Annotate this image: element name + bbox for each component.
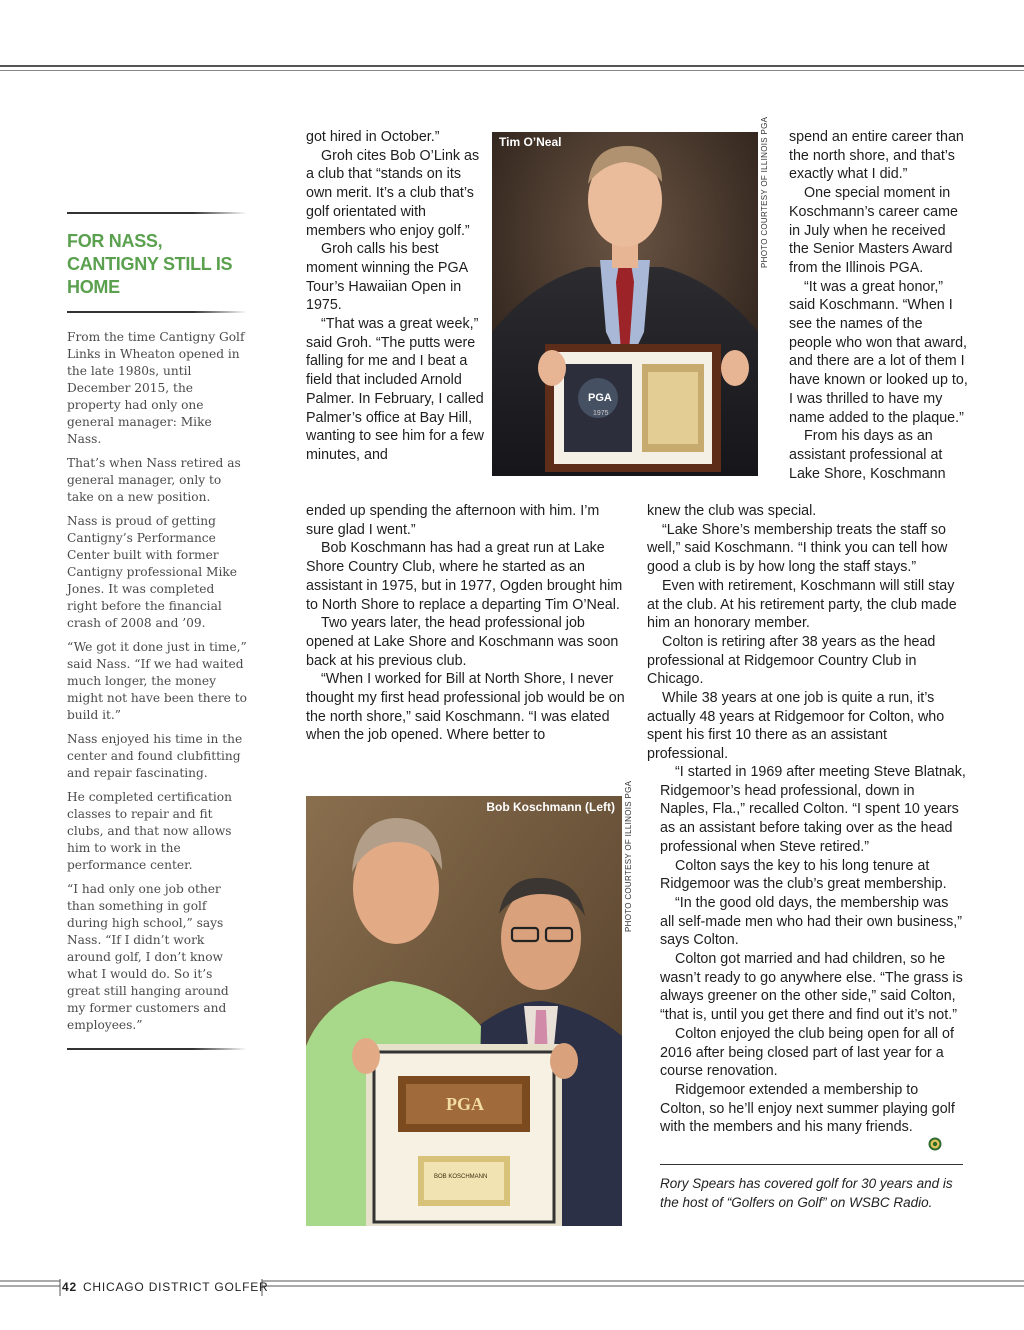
photo-caption: Tim O’Neal <box>499 135 562 149</box>
page-folio <box>62 1280 268 1294</box>
article-paragraph: Even with retirement, Koschmann will still stay at the club. At his retirement party, the club made him an honorary member. <box>647 577 957 632</box>
article-paragraph: Colton got married and had children, so he wasn’t ready to go anywhere else. “The grass is always greener on the other side,” said Colton, “that is, until you get there and find out it’s not.” <box>660 951 963 1024</box>
article-paragraph: Groh calls his best moment winning the PGA Tour’s Hawaiian Open in 1975. <box>306 241 468 314</box>
article-paragraph: Ridgemoor extended a membership to Colton, so he’ll enjoy next summer playing golf with the members and his many friends. <box>660 1081 955 1136</box>
article-paragraph: Bob Koschmann has had a great run at Lake Shore Country Club, where he started as an assistant in 1975, but in 1977, Ogden brought him to North Shore to replace a departing Tim O’Neal. <box>306 540 623 613</box>
header-rule-top <box>0 65 1024 67</box>
sidebar-paragraph: “I had only one job other than something in golf during high school,” says Nass. “If I didn’t work around golf, I don’t know what I would do. So it’s great still hanging around my former customers and employees.” <box>67 882 229 1032</box>
cdga-end-mark-icon <box>928 1137 942 1151</box>
sidebar-title: FOR NASS, CANTIGNY STILL IS HOME <box>67 231 233 297</box>
article-paragraph: “That was a great week,” said Groh. “The putts were falling for me and I beat a field that included Arnold Palmer. In February, I called Palmer’s office at Bay Hill, wanting to see him for a few minutes, and <box>306 316 485 463</box>
article-paragraph: Colton enjoyed the club being open for all of 2016 after being closed part of last year for a course renovation. <box>660 1025 954 1080</box>
article-paragraph: While 38 years at one job is quite a run, it’s actually 48 years at Ridgemoor for Colton, who spent his first 10 there as an assistant professional. <box>647 690 945 763</box>
article-column-right-mid <box>647 502 969 764</box>
sidebar-paragraph: “We got it done just in time,” said Nass. “If we had waited much longer, the money might not have been there to build it.” <box>67 640 247 722</box>
author-bio: Rory Spears has covered golf for 30 years and is the host of “Golfers on Golf” on WSBC Radio. <box>660 1176 953 1210</box>
sidebar-paragraph: Nass is proud of getting Cantigny’s Performance Center built with former Cantigny professional Mike Jones. It was completed right before the financial crash of 2008 and ’09. <box>67 514 237 630</box>
article-column-middle-top <box>306 128 484 465</box>
plaque-year-text: 1975 <box>593 410 609 417</box>
header-rule-bottom <box>0 70 1024 71</box>
article-paragraph: One special moment in Koschmann’s career came in July when he received the Senior Masters Award from the Illinois PGA. <box>789 185 958 276</box>
photo-tim-oneal <box>492 132 758 476</box>
article-paragraph: Groh cites Bob O’Link as a club that “stands on its own merit. It’s a club that’s golf orientated with members who enjoy golf.” <box>306 147 480 239</box>
article-paragraph: ended up spending the afternoon with him. I’m sure glad I went.” <box>306 503 600 538</box>
article-paragraph: got hired in October.” <box>306 129 440 145</box>
article-paragraph: spend an entire career than the north shore, and that’s exactly what I did.” <box>789 129 964 183</box>
photo-tim-oneal-image <box>492 132 758 476</box>
sidebar-box <box>67 212 247 1050</box>
article-paragraph: “Lake Shore’s membership treats the staff so well,” said Koschmann. “I think you can tell how good a club is by how long the staff stays.” <box>647 521 948 576</box>
article-paragraph: Colton is retiring after 38 years as the head professional at Ridgemoor Country Club in Chicago. <box>647 633 936 688</box>
article-paragraph: “I started in 1969 after meeting Steve Blatnak, Ridgemoor’s head professional, down in Naples, Fla.,” recalled Colton. “I spent 10 years as an assistant before taking over as the head professional when Steve retired.” <box>660 764 966 855</box>
sidebar-rule-mid <box>67 311 247 313</box>
photo-credit: PHOTO COURTESY OF ILLINOIS PGA <box>624 780 633 932</box>
sidebar-paragraph: From the time Cantigny Golf Links in Wheaton opened in the late 1980s, until December 2015, the property had only one general manager: Mike Nass. <box>67 330 245 446</box>
sidebar-paragraph: He completed certification classes to repair and fit clubs, and that now allows him to work in the performance center. <box>67 790 232 872</box>
article-paragraph: “It was a great honor,” said Koschmann. “When I see the names of the people who won that award, and there are a lot of them I have known or looked up to, I was thrilled to have my name added to the plaque.” <box>789 278 968 426</box>
photo-caption: Bob Koschmann (Left) <box>486 800 615 814</box>
sidebar-paragraph: That’s when Nass retired as general manager, only to take on a new position. <box>67 456 241 504</box>
bio-rule <box>660 1164 963 1165</box>
sidebar-paragraph: Nass enjoyed his time in the center and found clubfitting and repair fascinating. <box>67 732 243 780</box>
article-paragraph: “In the good old days, the membership was all self-made men who had their own business,” says Colton. <box>660 894 962 949</box>
photo-bob-koschmann-image <box>306 796 622 1226</box>
article-column-right-top <box>789 128 969 483</box>
article-column-middle-bottom <box>306 502 628 745</box>
sidebar-rule-bottom <box>67 1048 247 1050</box>
article-paragraph: “When I worked for Bill at North Shore, I never thought my first head professional job would be on the north shore,” said Koschmann. “I was elated when the job opened. Where better to <box>306 671 625 744</box>
plaque-name-text: BOB KOSCHMANN <box>434 1174 488 1180</box>
plaque-badge-text: PGA <box>446 1094 484 1114</box>
article-paragraph: From his days as an assistant professional at Lake Shore, Koschmann <box>789 428 946 482</box>
page-number: 42 <box>62 1280 77 1294</box>
article-column-right-bottom <box>660 763 966 1137</box>
article-paragraph: knew the club was special. <box>647 503 817 519</box>
sidebar-rule-top <box>67 212 247 214</box>
sidebar-body <box>67 329 247 1034</box>
article-paragraph: Two years later, the head professional job opened at Lake Shore and Koschmann was soon back at his previous club. <box>306 615 619 669</box>
photo-bob-koschmann <box>306 796 622 1226</box>
photo-credit: PHOTO COURTESY OF ILLINOIS PGA <box>760 116 769 268</box>
plaque-badge-text: PGA <box>588 392 612 404</box>
publication-name: CHICAGO DISTRICT GOLFER <box>82 1280 269 1294</box>
article-paragraph: Colton says the key to his long tenure at Ridgemoor was the club’s great membership. <box>660 857 947 893</box>
